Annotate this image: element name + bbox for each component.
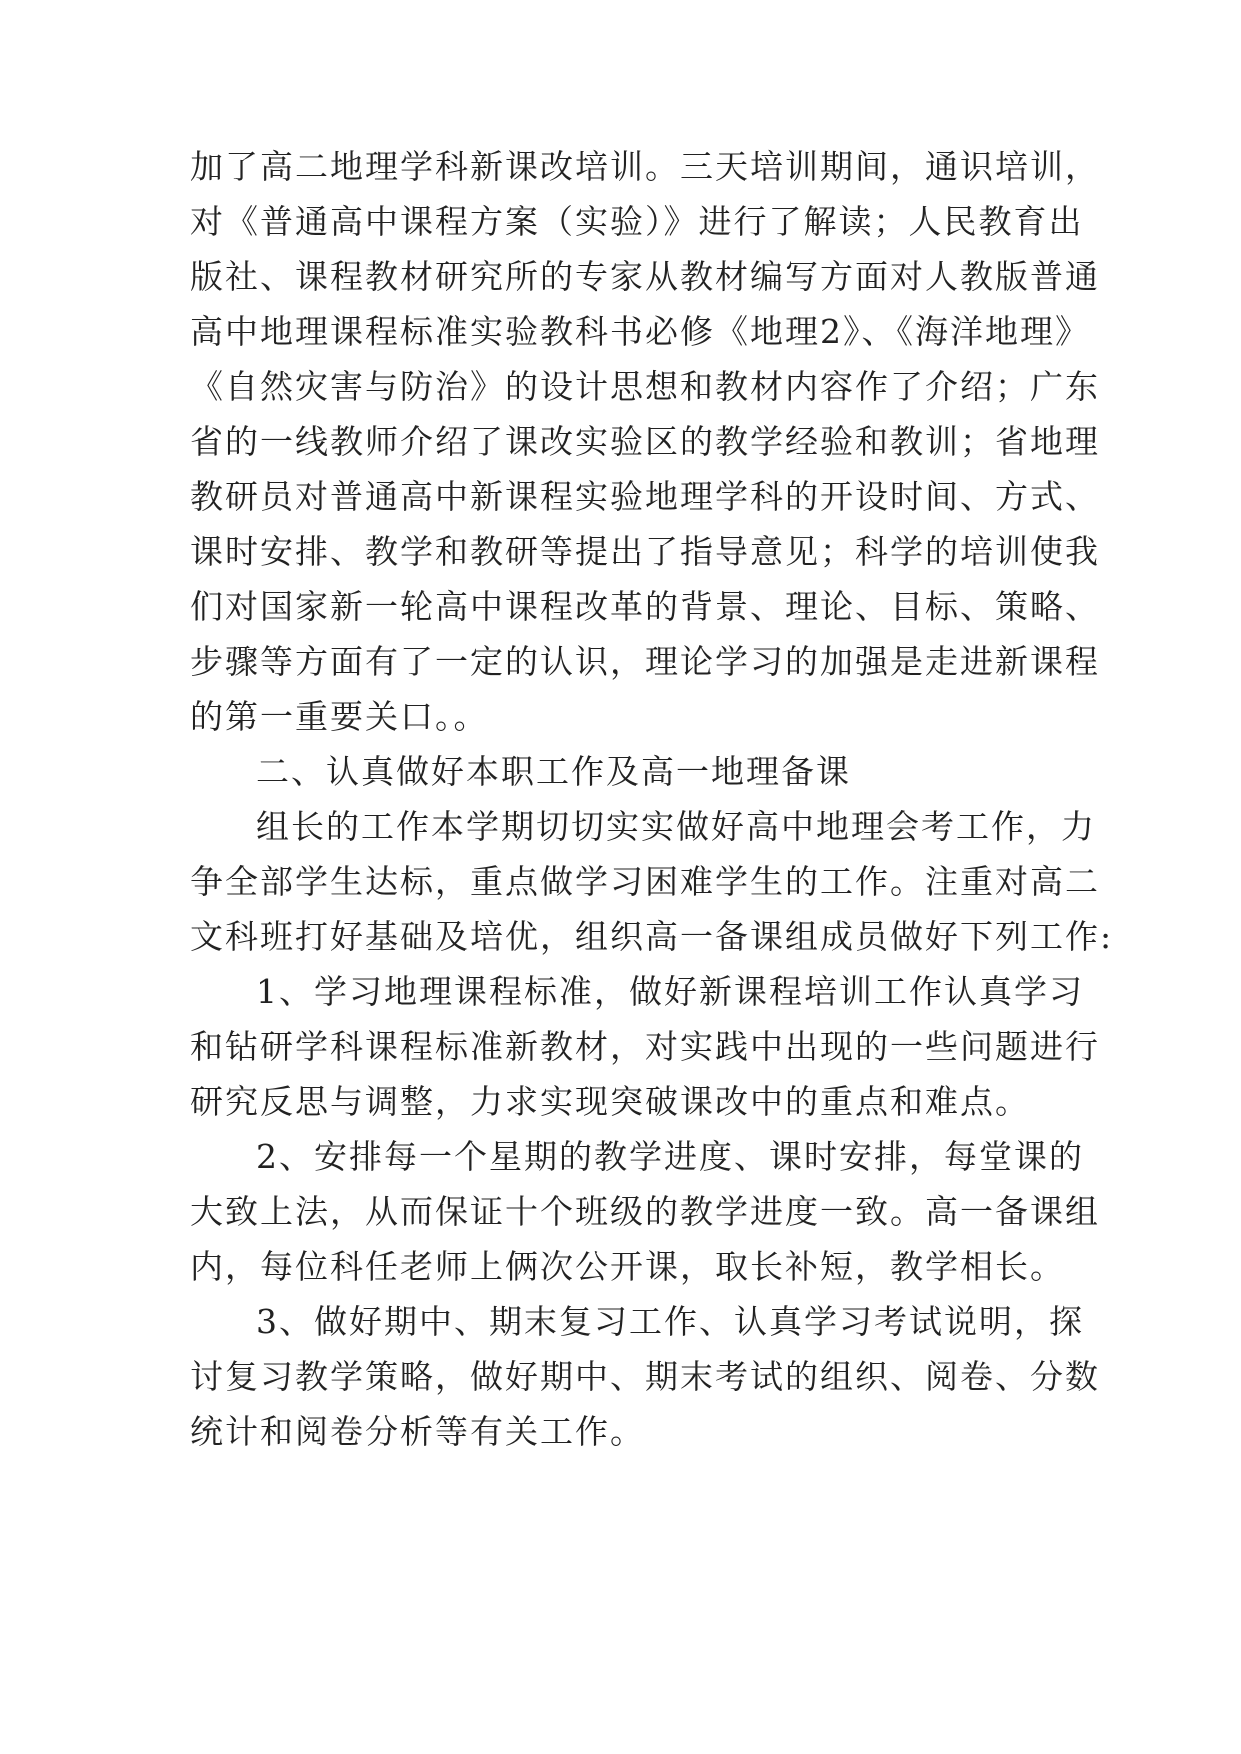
text-line: 内，每位科任老师上俩次公开课，取长补短，教学相长。 [190, 1247, 1065, 1286]
text-line: 的第一重要关口。。 [190, 697, 489, 736]
text-line: 步骤等方面有了一定的认识，理论学习的加强是走进新课程 [190, 642, 1100, 681]
list-item-3: 3、做好期中、期末复习工作、认真学习考试说明，探 [256, 1302, 1084, 1341]
text-line: 版社、课程教材研究所的专家从教材编写方面对人教版普通 [190, 257, 1100, 296]
text-line: 和钻研学科课程标准新教材，对实践中出现的一些问题进行 [190, 1027, 1100, 1066]
text-line: 大致上法，从而保证十个班级的教学进度一致。高一备课组 [190, 1192, 1100, 1231]
text-line: 课时安排、教学和教研等提出了指导意见；科学的培训使我 [190, 532, 1100, 571]
list-item-2: 2、安排每一个星期的教学进度、课时安排，每堂课的 [256, 1137, 1084, 1176]
text-line: 加了高二地理学科新课改培训。三天培训期间，通识培训， [190, 147, 1100, 186]
text-line: 《自然灾害与防治》的设计思想和教材内容作了介绍；广东 [190, 367, 1100, 406]
text-line: 高中地理课程标准实验教科书必修《地理2》、《海洋地理》 [190, 312, 1090, 351]
text-line: 讨复习教学策略，做好期中、期末考试的组织、阅卷、分数 [190, 1357, 1100, 1396]
text-line: 争全部学生达标，重点做学习困难学生的工作。注重对高二 [190, 862, 1100, 901]
text-line: 们对国家新一轮高中课程改革的背景、理论、目标、策略、 [190, 587, 1100, 626]
text-line: 文科班打好基础及培优，组织高一备课组成员做好下列工作: [190, 917, 1114, 956]
text-line: 统计和阅卷分析等有关工作。 [190, 1412, 645, 1451]
text-line: 教研员对普通高中新课程实验地理学科的开设时间、方式、 [190, 477, 1100, 516]
text-line: 对《普通高中课程方案（实验）》进行了解读；人民教育出 [190, 202, 1084, 241]
text-line: 研究反思与调整，力求实现突破课改中的重点和难点。 [190, 1082, 1030, 1121]
section-heading: 二、认真做好本职工作及高一地理备课 [256, 752, 851, 791]
text-line: 省的一线教师介绍了课改实验区的教学经验和教训；省地理 [190, 422, 1100, 461]
list-item-1: 1、学习地理课程标准，做好新课程培训工作认真学习 [256, 972, 1084, 1011]
text-line: 组长的工作本学期切切实实做好高中地理会考工作，力 [256, 807, 1096, 846]
